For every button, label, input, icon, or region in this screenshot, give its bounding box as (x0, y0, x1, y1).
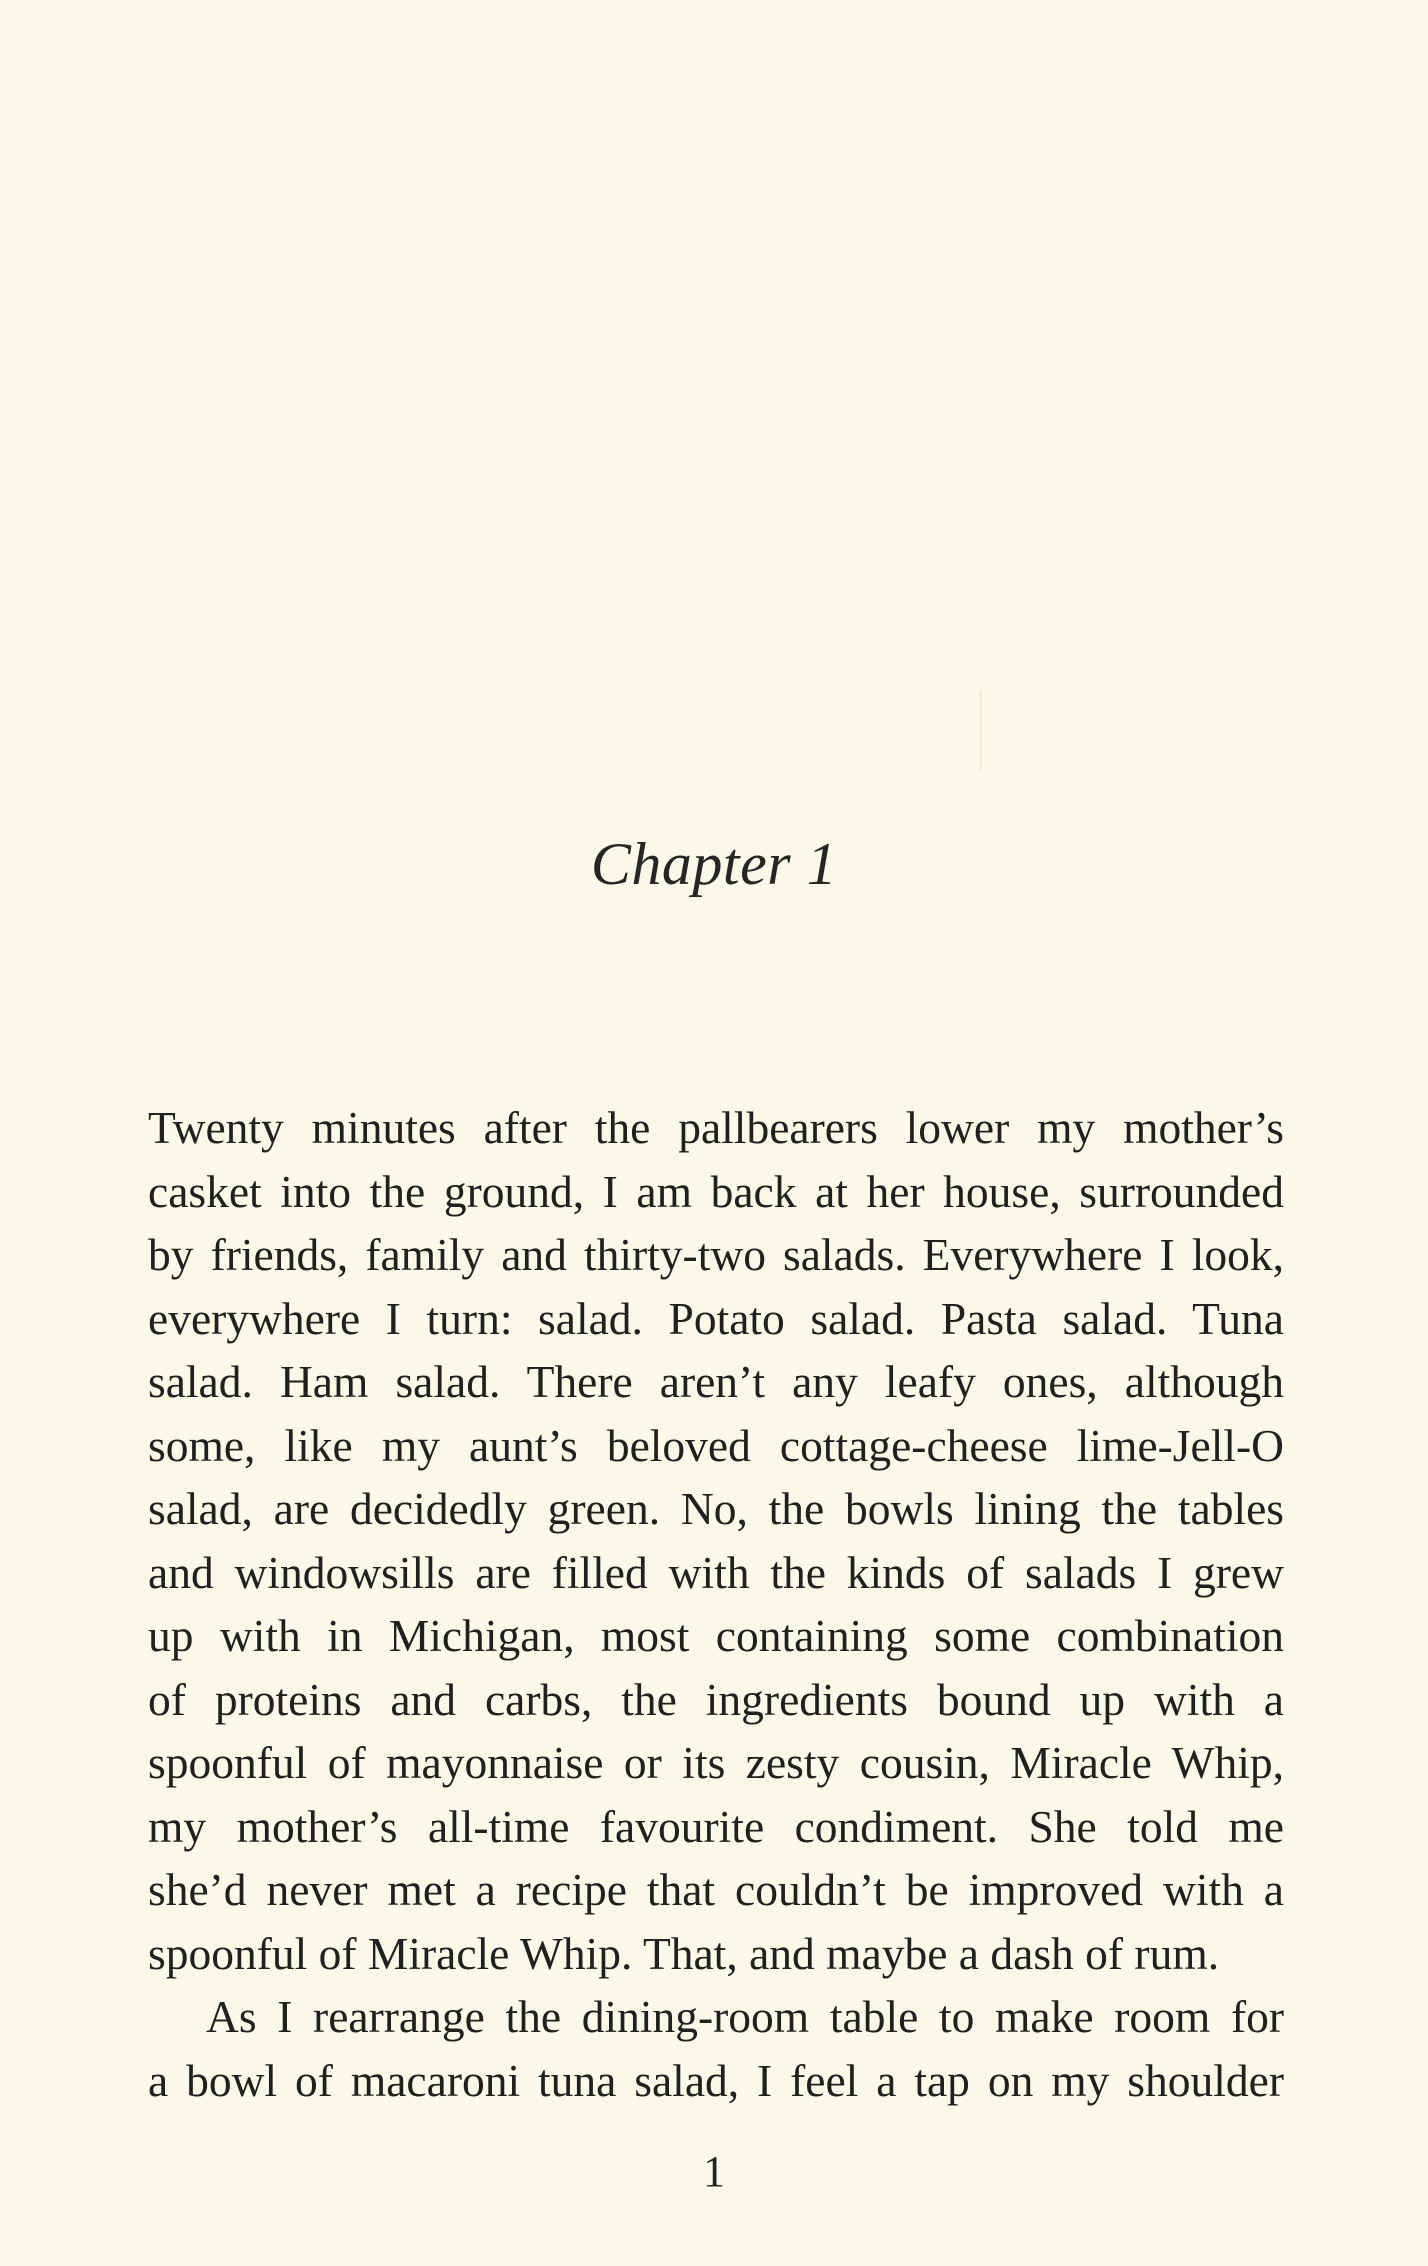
text-line: a bowl of macaroni tuna salad, I feel a tap on my shoulder (148, 2054, 1284, 2106)
body-text (148, 1096, 1284, 2112)
text-line: by friends, family and thirty-two salads. Everywhere I look, (148, 1229, 1284, 1280)
page-number: 1 (703, 2147, 725, 2196)
text-line: spoonful of Miracle Whip. That, and maybe a dash of rum. (148, 1927, 1220, 1979)
text-line: Twenty minutes after the pallbearers lower my mother’s (148, 1102, 1284, 1153)
text-line: spoonful of mayonnaise or its zesty cousin, Miracle Whip, (148, 1737, 1284, 1788)
text-line: salad, are decidedly green. No, the bowls lining the tables (148, 1483, 1284, 1534)
chapter-heading: Chapter 1 (590, 831, 838, 897)
text-line: some, like my aunt’s beloved cottage-cheese lime-Jell-O (148, 1419, 1284, 1471)
text-line: my mother’s all-time favourite condiment. She told me (148, 1800, 1284, 1852)
paper-speck (980, 690, 982, 770)
text-line: and windowsills are filled with the kinds of salads I grew (148, 1546, 1284, 1598)
text-line: she’d never met a recipe that couldn’t be improved with a (148, 1864, 1284, 1915)
text-line: As I rearrange the dining-room table to make room for (206, 1991, 1284, 2042)
text-line: salad. Ham salad. There aren’t any leafy ones, although (148, 1356, 1284, 1407)
text-line: of proteins and carbs, the ingredients bound up with a (148, 1673, 1284, 1725)
text-line: everywhere I turn: salad. Potato salad. Pasta salad. Tuna (148, 1292, 1284, 1344)
text-line: casket into the ground, I am back at her house, surrounded (148, 1165, 1284, 1217)
text-line: up with in Michigan, most containing some combination (148, 1610, 1284, 1661)
